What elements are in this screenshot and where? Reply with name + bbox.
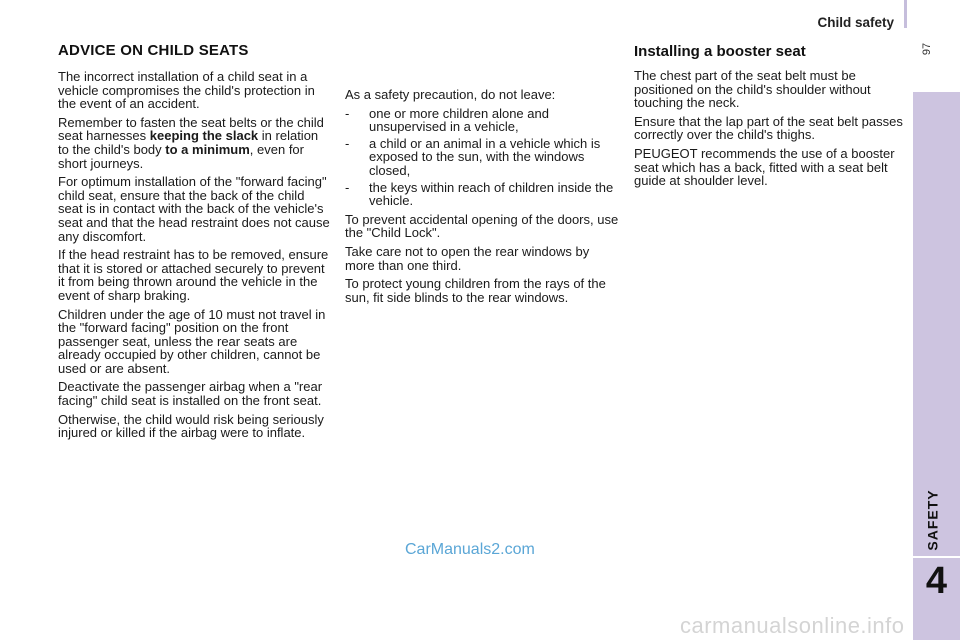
paragraph-lap-belt: Ensure that the lap part of the seat belt passes correctly over the child's thighs.: [634, 113, 903, 143]
bold-text-run: keeping the slack: [149, 128, 259, 144]
section-tab: [913, 480, 953, 560]
paragraph-installation: The incorrect installation of a child seat in a vehicle compromises the child's protection in the event of an accident.: [58, 69, 315, 112]
advice-heading: ADVICE ON CHILD SEATS: [58, 42, 249, 59]
list-item-text: the keys within reach of children inside the vehicle.: [369, 179, 614, 209]
precaution-list: [345, 107, 620, 208]
list-item: [345, 181, 620, 208]
dash-bullet: -: [345, 105, 350, 121]
paragraph-recommendation: PEUGEOT recommends the use of a booster seat which has a back, fitted with a seat belt guide at shoulder level.: [634, 145, 895, 189]
header-title: Child safety: [817, 15, 894, 30]
text-run: in relation to the child's body: [58, 128, 319, 157]
sidebar-divider: [913, 556, 960, 558]
paragraph-head-restraint: If the head restraint has to be removed, ensure that it is stored or attached securely to prevent it from being thrown around the vehicle in the event of sharp braking.: [58, 247, 329, 303]
paragraph-child-lock: To prevent accidental opening of the doors, use the "Child Lock".: [345, 211, 619, 241]
watermark-link[interactable]: CarManuals2.com: [405, 541, 535, 558]
paragraph-children-under-10: Children under the age of 10 must not travel in the "forward facing" position on the front passenger seat, unless the rear seats are already occupied by other children, cannot be used or are absent.: [58, 306, 326, 376]
paragraph-chest-belt: The chest part of the seat belt must be positioned on the child's shoulder without touching the neck.: [634, 68, 871, 111]
paragraph-harness: [58, 116, 330, 170]
list-item-text: a child or an animal in a vehicle which is exposed to the sun, with the windows closed,: [369, 135, 601, 178]
paragraph-rear-windows: Take care not to open the rear windows by more than one third.: [345, 243, 590, 273]
middle-column: [345, 88, 620, 309]
dash-bullet: -: [345, 179, 350, 195]
list-item: [345, 137, 620, 178]
list-item: [345, 107, 620, 134]
paragraph-airbag-risk: Otherwise, the child would risk being seriously injured or killed if the airbag were to inflate.: [58, 411, 324, 441]
list-item-text: one or more children alone and unsupervised in a vehicle,: [369, 105, 549, 135]
paragraph-side-blinds: To protect young children from the rays of the sun, fit side blinds to the rear windows.: [345, 276, 606, 305]
watermark-footer: carmanualsonline.info: [680, 613, 905, 638]
left-column: [58, 70, 330, 445]
paragraph-airbag: Deactivate the passenger airbag when a "rear facing" child seat is installed on the front seat.: [58, 379, 323, 409]
right-column: [634, 69, 904, 193]
dash-bullet: -: [345, 135, 350, 151]
text-run: , even for short journeys.: [58, 141, 304, 171]
header-divider: [904, 0, 907, 28]
paragraph-forward-facing: For optimum installation of the "forward facing" child seat, ensure that the back of the child seat is in contact with the back of the vehicle's seat and that the head restraint does not cause any discomfort.: [58, 174, 330, 244]
text-run: Remember to fasten the seat belts or the child seat harnesses: [58, 114, 324, 144]
booster-seat-heading: Installing a booster seat: [634, 43, 806, 60]
section-label: SAFETY: [925, 489, 942, 551]
chapter-number: 4: [925, 560, 948, 602]
paragraph-precaution: As a safety precaution, do not leave:: [345, 87, 556, 102]
page-number: 97: [921, 42, 933, 56]
bold-text-run: to a minimum: [165, 141, 250, 157]
